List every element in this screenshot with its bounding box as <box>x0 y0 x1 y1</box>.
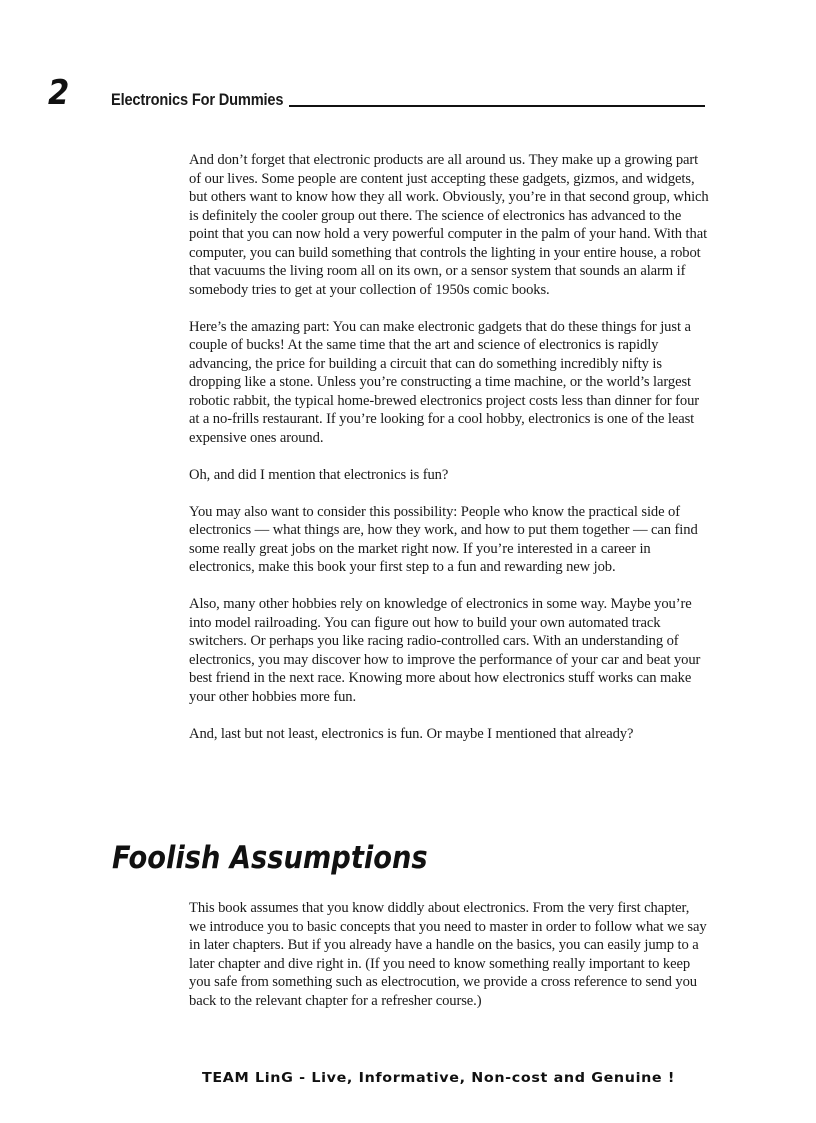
running-title: Electronics For Dummies <box>111 90 284 109</box>
intro-paragraph-5: Also, many other hobbies rely on knowledge of electronics in some way. Maybe you’re into model railroading. You can figure out how to build your own automated track switchers. Or perhaps you like racing radio-controlled cars. With an understanding of electronics, you may discover how to improve the performance of your car and beat your best friend in the next race. Knowing more about how electronics stuff works can make your other hobbies more fun. <box>189 596 701 705</box>
running-head <box>111 90 705 110</box>
intro-paragraph-1: And don’t forget that electronic products are all around us. They make up a growing part of our lives. Some people are content just accepting these gadgets, gizmos, and widgets, but others want to know how they all work. Obviously, you’re in that second group, which is definitely the cooler group out there. The science of electronics has advanced to the point that you can now hold a very powerful computer in the palm of your hand. With that computer, you can build something that controls the lighting in your entire house, a robot that vacuums the living room all on its own, or a sensor system that sounds an alarm if somebody tries to get at your collection of 1950s comic books. <box>189 152 709 298</box>
running-head-rule <box>289 105 705 107</box>
page-number: 2 <box>48 73 70 113</box>
assumptions-paragraph-1: This book assumes that you know diddly about electronics. From the very first chapter, we introduce you to basic concepts that you need to master in order to follow what we say in later chapters. But if you already have a handle on the basics, you can easily jump to a later chapter and dive right in. (If you need to know something really important to keep you safe from something such as electrocution, we provide a cross reference to send you back to the relevant chapter for a refresher course.) <box>189 900 707 1009</box>
intro-paragraph-3: Oh, and did I mention that electronics is fun? <box>189 466 449 483</box>
foolish-assumptions-body <box>189 899 709 1010</box>
intro-body <box>189 151 709 743</box>
intro-paragraph-2: Here’s the amazing part: You can make electronic gadgets that do these things for just a couple of bucks! At the same time that the art and science of electronics is rapidly advancing, the price for building a circuit that can do something incredibly nifty is dropping like a stone. Unless you’re constructing a time machine, or the world’s largest robotic rabbit, the typical home-brewed electronics project costs less than dinner for four at a no-frills restaurant. If you’re looking for a cool hobby, electronics is one of the least expensive ones around. <box>189 318 700 446</box>
intro-paragraph-4: You may also want to consider this possibility: People who know the practical side of electronics — what things are, how they work, and how to put them together — can find some really great jobs on the market right now. If you’re interested in a career in electronics, make this book your first step to a fun and rewarding new job. <box>189 503 698 575</box>
footer-banner: TEAM LinG - Live, Informative, Non-cost and Genuine ! <box>202 1070 676 1086</box>
section-heading-foolish-assumptions: Foolish Assumptions <box>112 840 428 876</box>
intro-paragraph-6: And, last but not least, electronics is fun. Or maybe I mentioned that already? <box>189 725 634 742</box>
